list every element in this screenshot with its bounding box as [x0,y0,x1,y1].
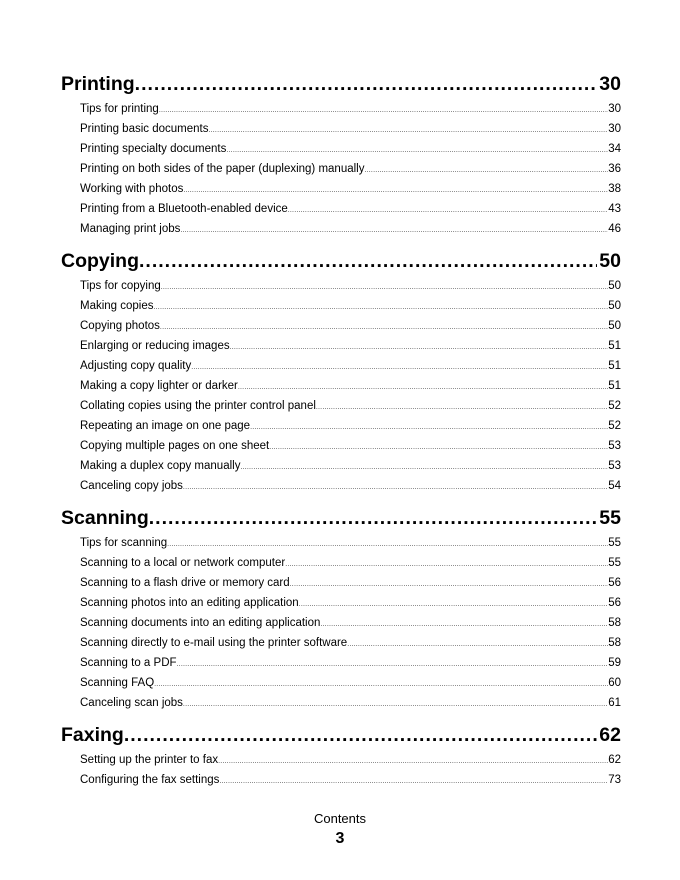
toc-entry[interactable] [61,613,621,633]
dot-leader [124,723,597,748]
entry-page-number: 46 [608,223,621,235]
entry-page-number: 55 [608,557,621,569]
entry-title: Printing basic documents [80,123,209,135]
entry-page-number: 61 [608,697,621,709]
toc-entry[interactable] [61,456,621,476]
toc-entry[interactable] [61,653,621,673]
entry-page-number: 52 [608,400,621,412]
entry-title: Repeating an image on one page [80,420,251,432]
section-page-number: 62 [599,724,621,746]
entry-page-number: 34 [608,143,621,155]
entry-page-number: 43 [608,203,621,215]
entry-title: Collating copies using the printer control panel [80,400,316,412]
dot-leader [316,398,608,416]
toc-entry[interactable] [61,99,621,119]
toc-entry[interactable] [61,533,621,553]
page-number: 3 [335,830,345,847]
dot-leader [269,438,608,456]
entry-title: Tips for copying [80,280,161,292]
entry-title: Printing on both sides of the paper (duplexing) manually [80,163,365,175]
section-page-number: 50 [599,250,621,272]
entry-title: Scanning documents into an editing application [80,617,321,629]
toc-entry[interactable] [61,179,621,199]
section-heading[interactable] [61,72,621,97]
entry-page-number: 62 [608,754,621,766]
entry-page-number: 36 [608,163,621,175]
entry-title: Scanning directly to e-mail using the printer software [80,637,348,649]
entry-title: Making a duplex copy manually [80,460,241,472]
section-heading[interactable] [61,723,621,748]
dot-leader [347,635,608,653]
toc-entry[interactable] [61,356,621,376]
section-title: Scanning [61,507,149,529]
dot-leader [159,101,608,119]
entry-title: Adjusting copy quality [80,360,192,372]
dot-leader [238,378,608,396]
toc-entry[interactable] [61,159,621,179]
footer-label: Contents [313,811,367,826]
entry-title: Scanning FAQ [80,677,155,689]
dot-leader [288,201,608,219]
entry-page-number: 51 [608,380,621,392]
entry-title: Working with photos [80,183,184,195]
entry-title: Enlarging or reducing images [80,340,230,352]
toc-section [61,72,621,239]
dot-leader [177,655,609,673]
dot-leader [154,298,609,316]
dot-leader [240,458,608,476]
entry-page-number: 56 [608,577,621,589]
toc-entry[interactable] [61,199,621,219]
dot-leader [139,249,597,274]
toc-entry[interactable] [61,553,621,573]
toc-entry[interactable] [61,119,621,139]
entry-title: Making copies [80,300,154,312]
dot-leader [285,555,608,573]
dot-leader [154,675,608,693]
section-heading[interactable] [61,506,621,531]
dot-leader [250,418,608,436]
entry-page-number: 51 [608,360,621,372]
dot-leader [191,358,608,376]
entry-page-number: 59 [608,657,621,669]
entry-page-number: 60 [608,677,621,689]
dot-leader [183,695,608,713]
toc-entry[interactable] [61,476,621,496]
toc-entry[interactable] [61,396,621,416]
dot-leader [183,478,608,496]
section-title: Faxing [61,724,124,746]
dot-leader [160,318,608,336]
entry-title: Making a copy lighter or darker [80,380,238,392]
toc-entry[interactable] [61,376,621,396]
toc-entry[interactable] [61,139,621,159]
dot-leader [290,575,609,593]
toc-entry[interactable] [61,673,621,693]
section-heading[interactable] [61,249,621,274]
entry-page-number: 53 [608,440,621,452]
entry-page-number: 50 [608,300,621,312]
section-title: Copying [61,250,139,272]
dot-leader [180,221,608,239]
entry-page-number: 56 [608,597,621,609]
toc-entry[interactable] [61,573,621,593]
entry-title: Copying multiple pages on one sheet [80,440,270,452]
section-title: Printing [61,73,135,95]
table-of-contents [61,72,621,790]
dot-leader [364,161,608,179]
dot-leader [230,338,609,356]
entry-title: Canceling copy jobs [80,480,183,492]
dot-leader [161,278,608,296]
entry-page-number: 58 [608,637,621,649]
section-page-number: 55 [599,507,621,529]
entry-title: Copying photos [80,320,160,332]
entry-page-number: 50 [608,280,621,292]
toc-entry[interactable] [61,276,621,296]
entry-title: Managing print jobs [80,223,181,235]
entry-title: Tips for printing [80,103,159,115]
section-page-number: 30 [599,73,621,95]
entry-title: Printing specialty documents [80,143,227,155]
toc-section [61,723,621,790]
toc-entry[interactable] [61,416,621,436]
toc-entry[interactable] [61,633,621,653]
dot-leader [167,535,608,553]
toc-entry[interactable] [61,336,621,356]
entry-page-number: 50 [608,320,621,332]
dot-leader [320,615,608,633]
entry-page-number: 52 [608,420,621,432]
toc-entry[interactable] [61,693,621,713]
entry-title: Configuring the fax settings [80,774,220,786]
entry-page-number: 30 [608,103,621,115]
dot-leader [218,752,608,770]
entry-page-number: 73 [608,774,621,786]
entry-title: Canceling scan jobs [80,697,183,709]
dot-leader [183,181,608,199]
entry-page-number: 51 [608,340,621,352]
toc-entry[interactable] [61,219,621,239]
dot-leader [149,506,598,531]
entry-title: Setting up the printer to fax [80,754,219,766]
dot-leader [208,121,608,139]
toc-entry[interactable] [61,296,621,316]
entry-title: Scanning to a flash drive or memory card [80,577,290,589]
entry-page-number: 58 [608,617,621,629]
entry-title: Scanning to a local or network computer [80,557,286,569]
toc-entry[interactable] [61,436,621,456]
entry-title: Scanning to a PDF [80,657,177,669]
dot-leader [135,72,598,97]
toc-section [61,506,621,713]
dot-leader [226,141,608,159]
entry-page-number: 38 [608,183,621,195]
toc-entry[interactable] [61,593,621,613]
entry-title: Tips for scanning [80,537,168,549]
entry-page-number: 53 [608,460,621,472]
dot-leader [219,772,608,790]
toc-entry[interactable] [61,770,621,790]
entry-page-number: 55 [608,537,621,549]
entry-title: Scanning photos into an editing application [80,597,299,609]
toc-section [61,249,621,496]
entry-title: Printing from a Bluetooth-enabled device [80,203,288,215]
toc-entry[interactable] [61,750,621,770]
toc-entry[interactable] [61,316,621,336]
dot-leader [299,595,609,613]
entry-page-number: 30 [608,123,621,135]
entry-page-number: 54 [608,480,621,492]
